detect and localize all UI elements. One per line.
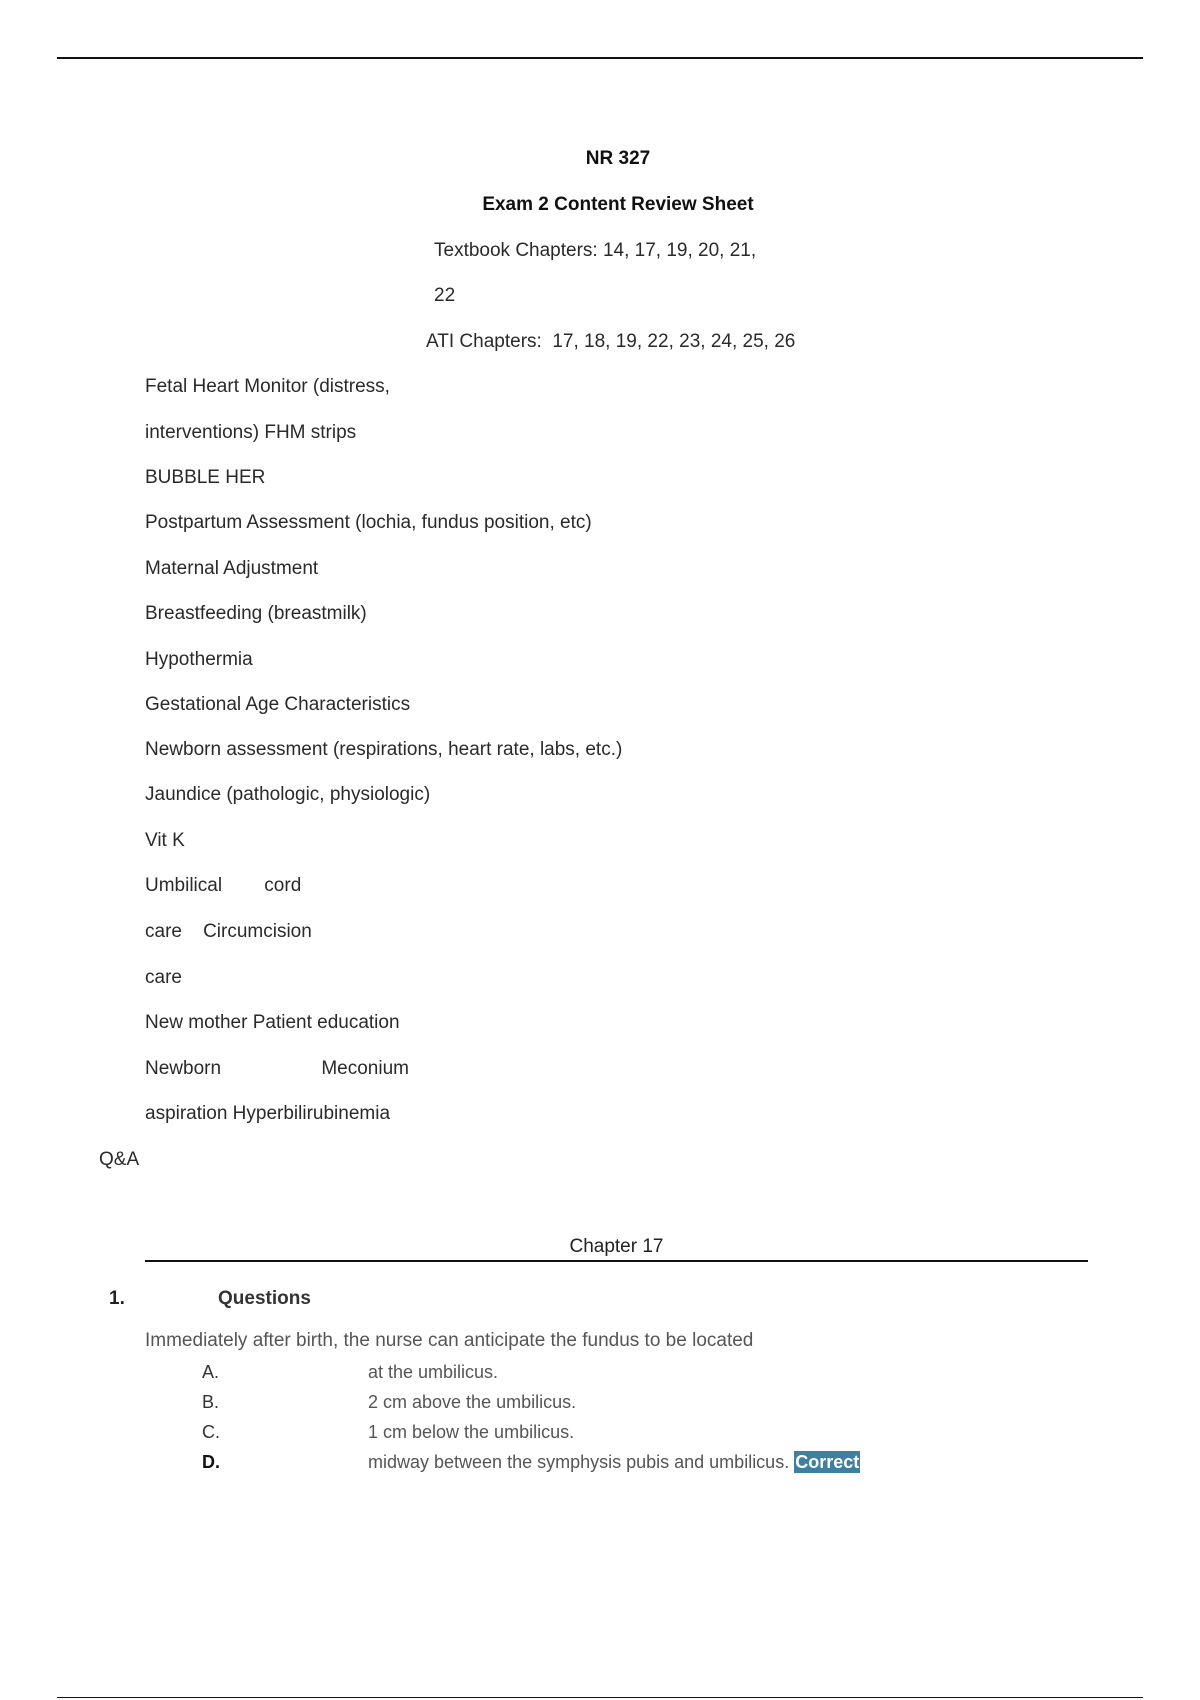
topic-item: Hypothermia xyxy=(145,649,253,670)
bottom-rule xyxy=(57,1697,1143,1698)
topic-item: New mother Patient education xyxy=(145,1012,400,1033)
topic-item: Breastfeeding (breastmilk) xyxy=(145,603,367,624)
correct-badge: Correct xyxy=(795,1452,860,1472)
topic-item: BUBBLE HER xyxy=(145,467,266,488)
qa-label: Q&A xyxy=(99,1149,140,1170)
ati-chapters-line: ATI Chapters: 17, 18, 19, 22, 23, 24, 25, 26 xyxy=(426,331,796,352)
option-letter-correct: D. xyxy=(202,1452,220,1472)
option-text: midway between the symphysis pubis and umbilicus. xyxy=(368,1452,790,1472)
topic-item: Newborn Meconium xyxy=(145,1058,409,1079)
top-rule xyxy=(57,57,1143,59)
option-letter: C. xyxy=(202,1422,220,1442)
option-text: at the umbilicus. xyxy=(368,1362,499,1382)
textbook-chapters-line2: 22 xyxy=(434,285,456,306)
question-number: 1. xyxy=(109,1288,125,1309)
topic-item: aspiration Hyperbilirubinemia xyxy=(145,1103,391,1124)
question-stem: Immediately after birth, the nurse can anticipate the fundus to be located xyxy=(145,1330,754,1351)
chapter-heading: Chapter 17 xyxy=(145,1236,1088,1262)
option-text: 1 cm below the umbilicus. xyxy=(368,1422,575,1442)
topic-item: Fetal Heart Monitor (distress, xyxy=(145,376,390,397)
topic-item: interventions) FHM strips xyxy=(145,422,357,443)
topic-item: Maternal Adjustment xyxy=(145,558,319,579)
topic-item: Newborn assessment (respirations, heart rate, labs, etc.) xyxy=(145,739,623,760)
course-code: NR 327 xyxy=(585,148,651,169)
topic-item: Jaundice (pathologic, physiologic) xyxy=(145,784,431,805)
questions-heading: Questions xyxy=(218,1288,311,1309)
option-text-correct xyxy=(368,1452,860,1473)
topic-item: Postpartum Assessment (lochia, fundus position, etc) xyxy=(145,512,592,533)
topic-item: Gestational Age Characteristics xyxy=(145,694,411,715)
option-letter: A. xyxy=(202,1362,220,1382)
topic-item: Vit K xyxy=(145,830,185,851)
topic-item: care Circumcision xyxy=(145,921,312,942)
option-letter: B. xyxy=(202,1392,220,1412)
topic-item: care xyxy=(145,967,182,988)
option-text: 2 cm above the umbilicus. xyxy=(368,1392,577,1412)
document-title: Exam 2 Content Review Sheet xyxy=(482,194,754,215)
topic-item: Umbilical cord xyxy=(145,875,302,896)
textbook-chapters-line1: Textbook Chapters: 14, 17, 19, 20, 21, xyxy=(434,240,757,261)
